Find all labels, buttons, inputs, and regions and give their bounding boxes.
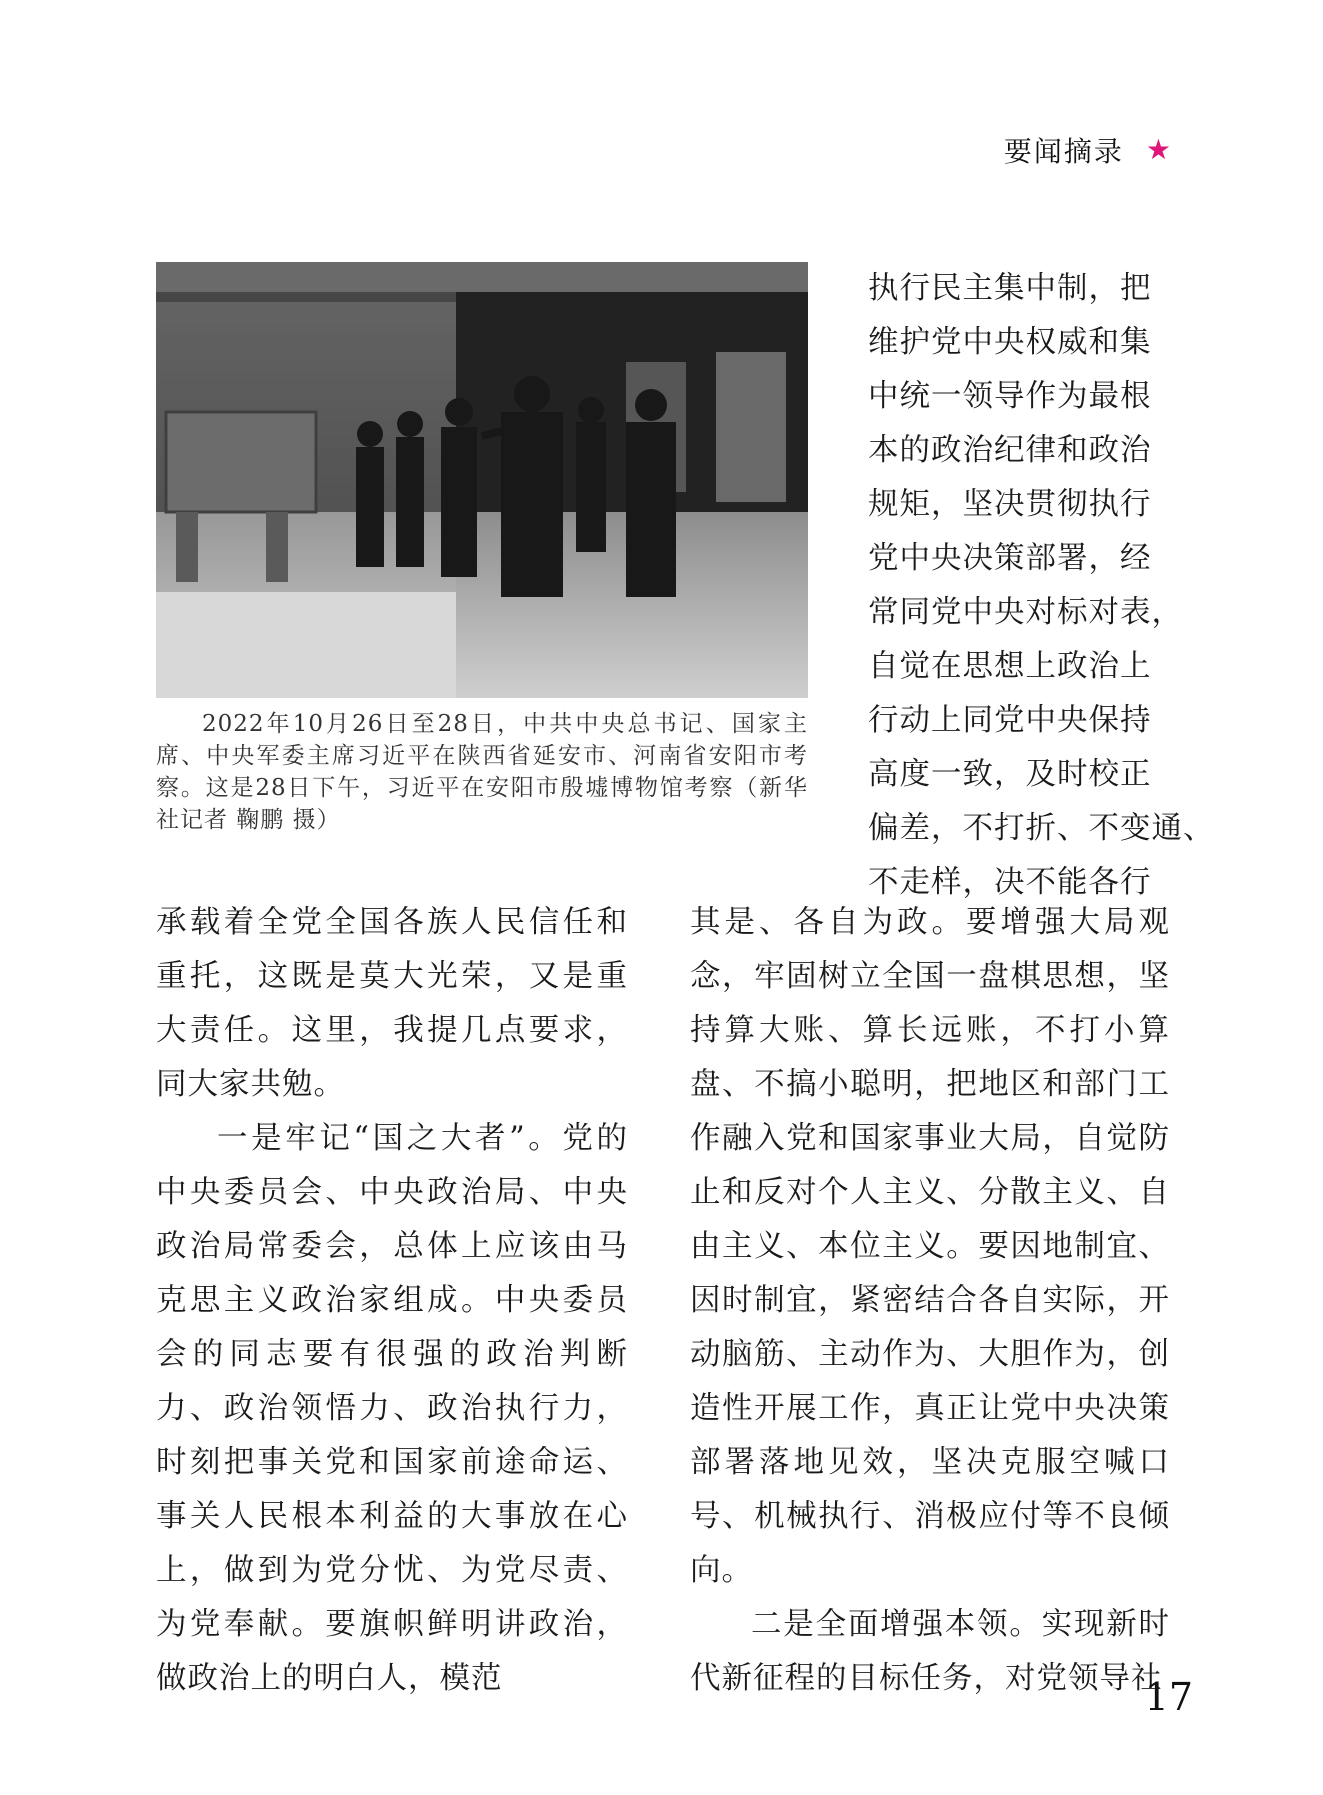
text-line: 本的政治纪律和政治 xyxy=(868,433,1152,468)
paragraph: 二是全面增强本领。实现新时代新征程的目标任务，对党领导社 xyxy=(690,1607,1170,1696)
text-line: 执行民主集中制，把 xyxy=(868,271,1152,306)
text-line: 中统一领导作为最根 xyxy=(868,379,1152,414)
text-line: 高度一致，及时校正 xyxy=(868,757,1152,792)
running-header xyxy=(771,130,1171,170)
text-line: 偏差，不打折、不变通、 xyxy=(868,811,1215,846)
paragraph: 其是、各自为政。要增强大局观念，牢固树立全国一盘棋思想，坚持算大账、算长远账，不打小算盘、不搞小聪明，把地区和部门工作融入党和国家事业大局，自觉防止和反对个人主义、分散主义、自由主义、本位主义。要因地制宜、因时制宜，紧密结合各自实际，开动脑筋、主动作为、大胆作为，创造性开展工作，真正让党中央决策部署落地见效，坚决克服空喊口号、机械执行、消极应付等不良倾向。 xyxy=(690,905,1170,1588)
text-line: 常同党中央对标对表， xyxy=(868,595,1183,630)
paragraph: 承载着全党全国各族人民信任和重托，这既是莫大光荣，又是重大责任。这里，我提几点要求，同大家共勉。 xyxy=(156,905,628,1102)
news-photo xyxy=(156,262,808,698)
text-line: 自觉在思想上政治上 xyxy=(868,649,1152,684)
photo-caption xyxy=(156,708,808,836)
section-title: 要闻摘录 xyxy=(1003,135,1124,168)
text-line: 维护党中央权威和集 xyxy=(868,325,1152,360)
text-line: 党中央决策部署，经 xyxy=(868,541,1152,576)
caption-text: 2022年10月26日至28日，中共中央总书记、国家主席、中央军委主席习近平在陕西省延安市、河南省安阳市考察。这是28日下午，习近平在安阳市殷墟博物馆考察（新华社记者 鞠鹏 摄） xyxy=(156,711,808,833)
photo-museum-visit-icon xyxy=(156,262,808,698)
paragraph: 一是牢记“国之大者”。党的中央委员会、中央政治局、中央政治局常委会，总体上应该由马克思主义政治家组成。中央委员会的同志要有很强的政治判断力、政治领悟力、政治执行力，时刻把事关党和国家前途命运、事关人民根本利益的大事放在心上，做到为党分忧、为党尽责、为党奉献。要旗帜鲜明讲政治，做政治上的明白人，模范 xyxy=(156,1121,628,1696)
text-line: 不走样，决不能各行 xyxy=(868,865,1152,900)
text-line: 规矩，坚决贯彻执行 xyxy=(868,487,1152,522)
text-line: 行动上同党中央保持 xyxy=(868,703,1152,738)
star-icon: ★ xyxy=(1145,133,1171,166)
right-column-top xyxy=(868,262,1215,910)
page-number: 17 xyxy=(1144,1675,1193,1719)
left-column xyxy=(156,896,628,1706)
right-column-bottom xyxy=(690,896,1170,1706)
